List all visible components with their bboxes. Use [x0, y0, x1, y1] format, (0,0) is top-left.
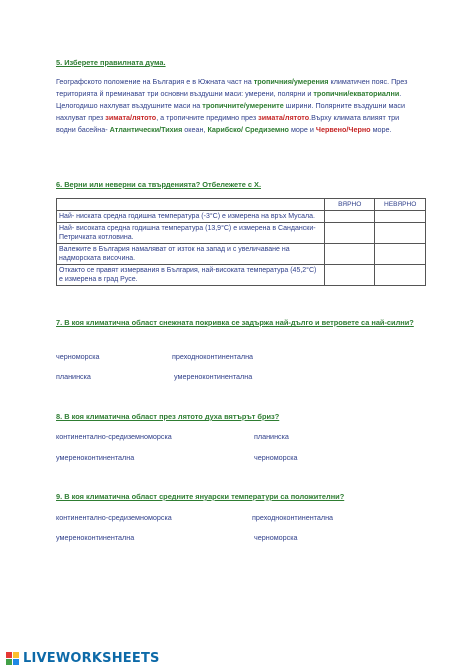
- option-kontinentalno-sredizemnomorska[interactable]: континентално-средиземноморска: [56, 513, 172, 522]
- option-planinska[interactable]: планинска: [254, 432, 289, 441]
- paragraph-text: , а тропичните предимно през: [156, 113, 259, 122]
- true-checkbox-cell[interactable]: [325, 223, 375, 244]
- false-checkbox-cell[interactable]: [375, 223, 426, 244]
- paragraph-text: .Върху климата влияят три водни басейна-: [56, 113, 400, 134]
- word-choice[interactable]: Карибско/ Средиземно: [207, 125, 289, 134]
- table-header-row: [57, 199, 426, 211]
- question-9-title: 9. В коя климатична област средните януарски температури са положителни?: [56, 492, 345, 501]
- table-row: [57, 223, 426, 244]
- word-choice[interactable]: тропични/екваториални: [313, 89, 400, 98]
- option-chernomorska[interactable]: черноморска: [254, 453, 298, 462]
- header-statement: [57, 199, 325, 211]
- true-checkbox-cell[interactable]: [325, 211, 375, 223]
- header-false: НЕВЯРНО: [375, 199, 426, 211]
- word-choice[interactable]: Червено/Черно: [315, 125, 371, 134]
- paragraph-text: климатичен пояс. През територията й преминават три основни въздушни маси: умерени, полярни и: [56, 77, 408, 98]
- paragraph-text: море и: [288, 125, 316, 134]
- false-checkbox-cell[interactable]: [375, 244, 426, 265]
- option-prehodnokontinentalna[interactable]: преходноконтинентална: [252, 513, 334, 522]
- word-choice[interactable]: зимата/лятото: [105, 113, 157, 122]
- table-row: [57, 211, 426, 223]
- question-7-title: 7. В коя климатична област снежната покривка се задържа най-дълго и ветровете са най-силни?: [56, 318, 414, 327]
- option-umerenokontinentalna[interactable]: умереноконтинентална: [56, 453, 135, 462]
- footer: [0, 645, 474, 669]
- option-chernomorska[interactable]: черноморска: [254, 533, 298, 542]
- logo-text: LIVEWORKSHEETS: [23, 651, 160, 666]
- true-false-table: [56, 198, 426, 286]
- question-5-paragraph: [56, 76, 418, 136]
- paragraph-text: ширини. Полярните въздушни маси нахлуват през: [56, 101, 406, 122]
- paragraph-text: море.: [370, 125, 392, 134]
- liveworksheets-logo: [6, 651, 160, 666]
- option-chernomorska[interactable]: черноморска: [56, 352, 100, 361]
- paragraph-text: . Целогодишо нахлуват въздушните маси на: [56, 89, 402, 110]
- word-choice[interactable]: Атлантически/Тихия: [109, 125, 183, 134]
- true-checkbox-cell[interactable]: [325, 244, 375, 265]
- statement-cell: Валежите в България намаляват от изток на запад и с увеличаване на надморската височина.: [57, 244, 325, 265]
- true-checkbox-cell[interactable]: [325, 265, 375, 286]
- statement-cell: Откакто се правят измервания в България, най-високата температура (45,2°С) е измерена в град Русе.: [57, 265, 325, 286]
- table-row: [57, 265, 426, 286]
- question-8-title: 8. В коя климатична област през лятото духа вятърът бриз?: [56, 412, 280, 421]
- question-6-title: 6. Верни или неверни са твърденията? Отбележете с Х.: [56, 180, 261, 189]
- option-umerenokontinentalna[interactable]: умереноконтинентална: [56, 533, 135, 542]
- table-row: [57, 244, 426, 265]
- option-umerenokontinentalna[interactable]: умереноконтинентална: [174, 372, 253, 381]
- word-choice[interactable]: тропичния/умерения: [253, 77, 329, 86]
- false-checkbox-cell[interactable]: [375, 211, 426, 223]
- option-prehodnokontinentalna[interactable]: преходноконтинентална: [172, 352, 254, 361]
- header-true: ВЯРНО: [325, 199, 375, 211]
- statement-cell: Най- ниската средна годишна температура (-3°С) е измерена на връх Мусала.: [57, 211, 325, 223]
- question-5-title: 5. Изберете правилната дума.: [56, 58, 166, 67]
- paragraph-text: океан,: [182, 125, 208, 134]
- statement-cell: Най- високата средна годишна температура (13,9°С) е измерена в Сандански-Петричката котловина.: [57, 223, 325, 244]
- option-kontinentalno-sredizemnomorska[interactable]: континентално-средиземноморска: [56, 432, 172, 441]
- word-choice[interactable]: зимата/лятото: [258, 113, 310, 122]
- liveworksheets-icon: [6, 652, 20, 666]
- false-checkbox-cell[interactable]: [375, 265, 426, 286]
- option-planinska[interactable]: планинска: [56, 372, 91, 381]
- paragraph-text: Географското положение на България е в Южната част на: [56, 77, 254, 86]
- word-choice[interactable]: тропичните/умерените: [202, 101, 284, 110]
